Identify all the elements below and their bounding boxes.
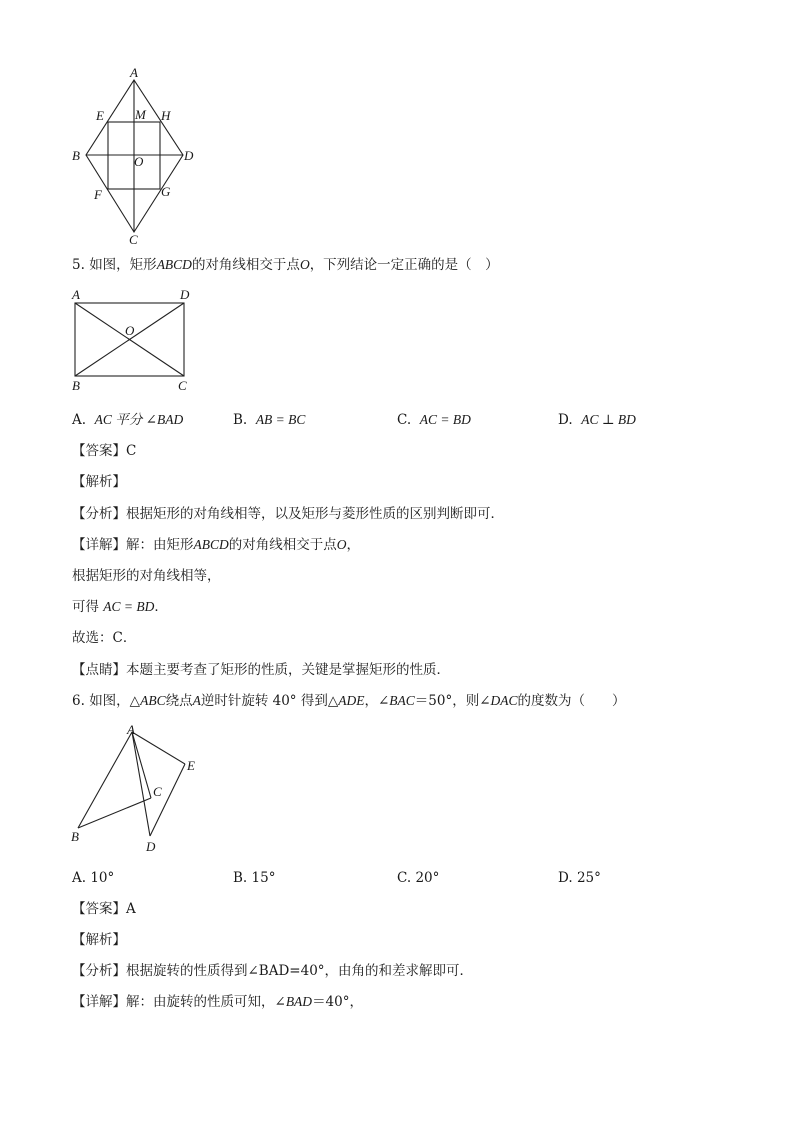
q5-line4: 故选：C． — [72, 630, 137, 646]
rect-label-c: C — [178, 378, 187, 393]
rhombus-figure — [66, 62, 206, 248]
rect-label-d: D — [180, 287, 190, 302]
rhombus-label-f: F — [94, 187, 102, 202]
rhombus-label-h: H — [161, 108, 171, 123]
q6-jiexi: 【解析】 — [72, 932, 126, 948]
rhombus-label-b: B — [72, 148, 80, 163]
rot-label-b: B — [71, 829, 79, 844]
q5-fenxi: 【分析】根据矩形的对角线相等，以及矩形与菱形性质的区别判断即可． — [72, 506, 504, 522]
rect-label-b: B — [72, 378, 80, 393]
rect-label-a: A — [72, 287, 80, 302]
q5-option-c[interactable]: C. AC = BD — [397, 412, 471, 428]
q5-option-a[interactable]: A. AC 平分 ∠BAD — [72, 412, 184, 428]
rotation-figure — [66, 720, 216, 860]
rot-label-d: D — [146, 839, 156, 854]
rhombus-label-d: D — [184, 148, 194, 163]
q6-option-b[interactable]: B. 15° — [233, 870, 276, 886]
q5-answer: 【答案】C — [72, 443, 137, 459]
q5-dianjing: 【点睛】本题主要考查了矩形的性质，关键是掌握矩形的性质． — [72, 662, 450, 678]
q5-stem: 5. 如图，矩形ABCD的对角线相交于点O，下列结论一定正确的是（ ） — [72, 257, 499, 273]
q6-option-d[interactable]: D. 25° — [558, 870, 601, 886]
rot-label-e: E — [187, 758, 195, 773]
rhombus-label-o: O — [134, 154, 144, 169]
q5-line3: 可得 AC = BD． — [72, 599, 168, 615]
q5-option-d[interactable]: D. AC ⊥ BD — [558, 412, 636, 428]
q5-xiangjie: 【详解】解：由矩形ABCD的对角线相交于点O， — [72, 537, 360, 553]
rhombus-label-c: C — [129, 232, 138, 247]
rhombus-label-a: A — [130, 65, 138, 80]
rhombus-label-e: E — [96, 108, 104, 123]
rot-label-a: A — [127, 722, 135, 737]
q6-stem: 6. 如图，△ABC绕点A逆时针旋转 40° 得到△ADE，∠BAC＝50°，则∠DAC的度数为（ ） — [72, 693, 626, 709]
rhombus-label-g: G — [161, 184, 171, 199]
q5-jiexi: 【解析】 — [72, 474, 126, 490]
q6-fenxi: 【分析】根据旋转的性质得到∠BAD=40°，由角的和差求解即可． — [72, 963, 474, 979]
q6-option-c[interactable]: C. 20° — [397, 870, 440, 886]
rhombus-label-m: M — [135, 107, 146, 122]
rot-label-c: C — [153, 784, 162, 799]
rect-label-o: O — [125, 323, 135, 338]
q6-xiangjie: 【详解】解：由旋转的性质可知，∠BAD＝40°， — [72, 994, 363, 1010]
q6-option-a[interactable]: A. 10° — [72, 870, 115, 886]
rectangle-figure — [66, 286, 200, 396]
q5-option-b[interactable]: B. AB = BC — [233, 412, 306, 428]
q6-answer: 【答案】A — [72, 901, 136, 917]
q5-line2: 根据矩形的对角线相等， — [72, 568, 221, 584]
